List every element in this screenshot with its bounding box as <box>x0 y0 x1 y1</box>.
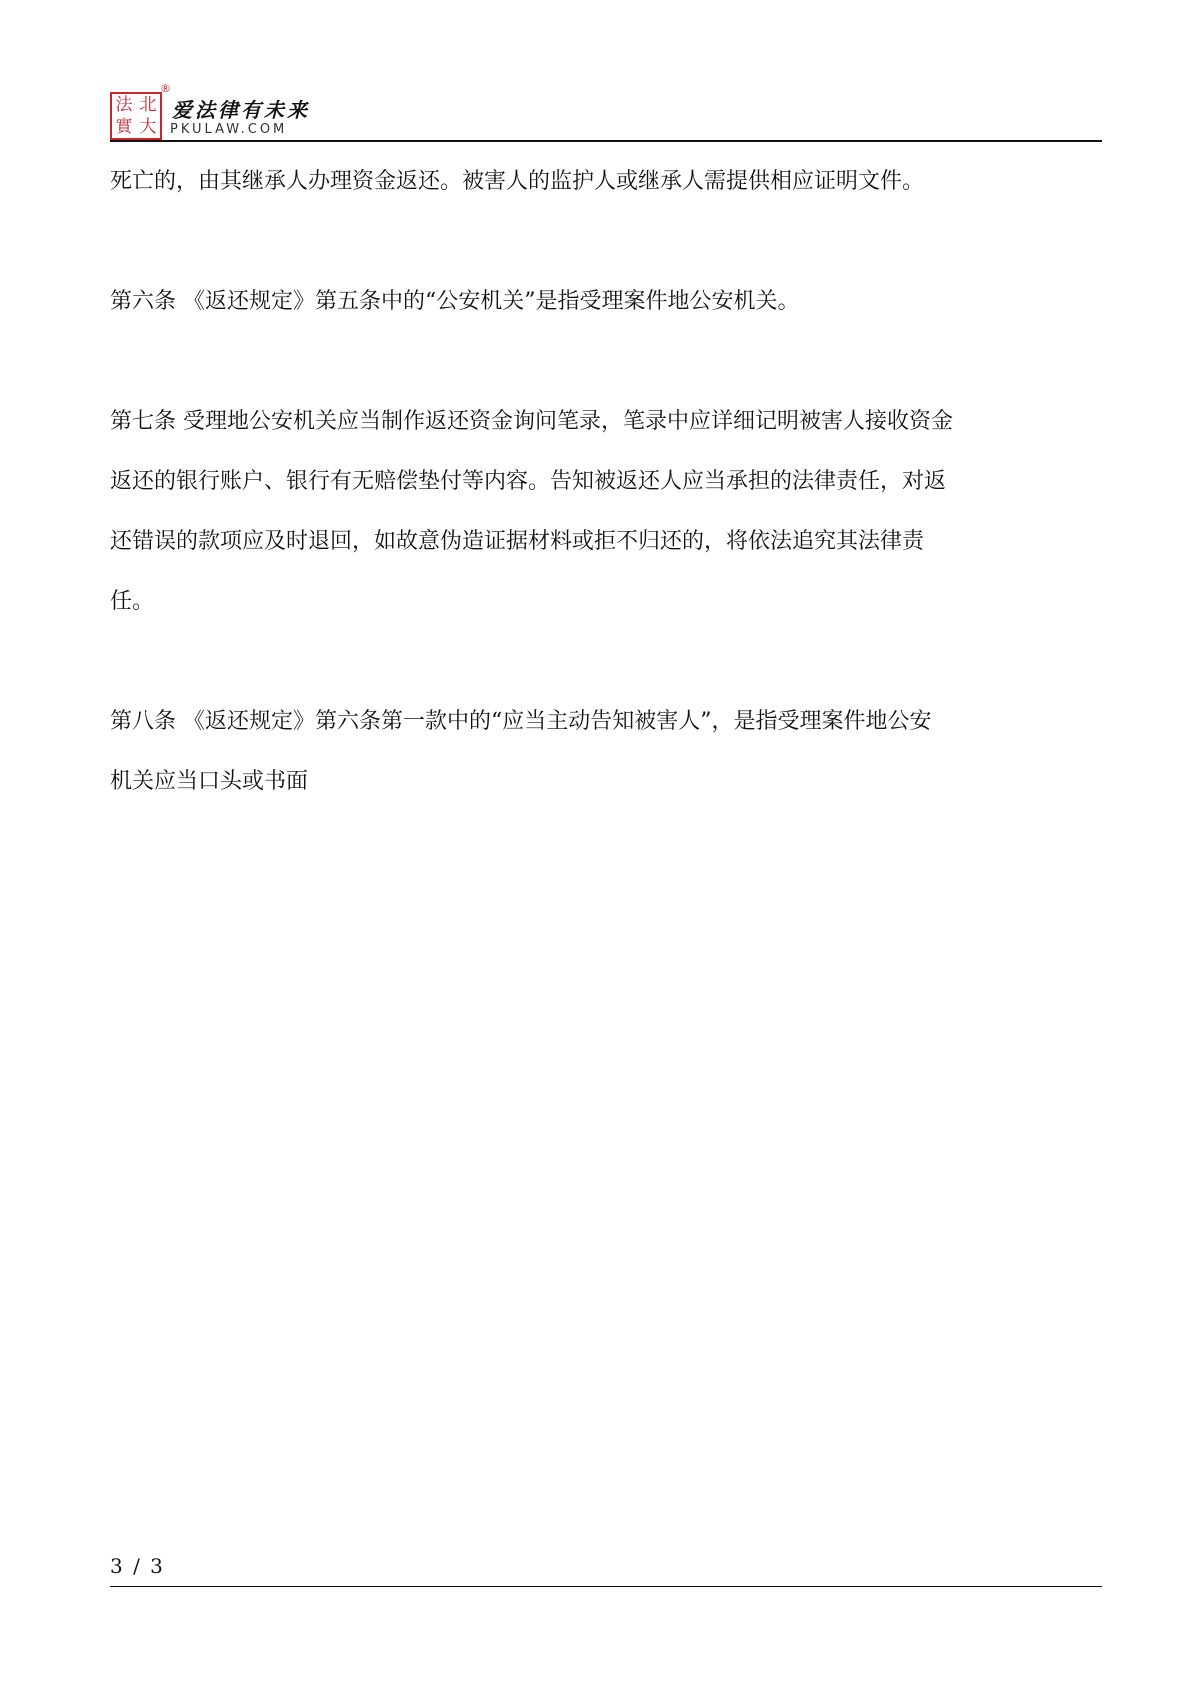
body-line: 返还的银行账户、银行有无赔偿垫付等内容。告知被返还人应当承担的法律责任，对返 <box>110 469 947 494</box>
footer-rule <box>110 1586 1102 1587</box>
pkulaw-seal-logo <box>110 92 162 140</box>
seal-char: 法 <box>115 95 133 115</box>
body-line: 死亡的，由其继承人办理资金返还。被害人的监护人或继承人需提供相应证明文件。 <box>110 169 925 194</box>
header-rule <box>110 140 1102 142</box>
paragraph-gap <box>110 332 1102 392</box>
body-line: 第六条 《返还规定》第五条中的“公安机关”是指受理案件地公安机关。 <box>110 289 800 314</box>
header-slogan: 爱法律有未来 <box>172 98 310 122</box>
header-domain: PKULAW.COM <box>170 122 288 137</box>
document-body <box>110 152 1102 812</box>
body-line: 第八条 《返还规定》第六条第一款中的“应当主动告知被害人”，是指受理案件地公安 <box>110 709 932 734</box>
page-number: 3 / 3 <box>110 1554 165 1578</box>
paragraph-gap <box>110 212 1102 272</box>
body-line: 任。 <box>110 589 155 614</box>
body-line: 还错误的款项应及时退回，如故意伪造证据材料或拒不归还的，将依法追究其法律责 <box>110 529 925 554</box>
body-line: 第七条 受理地公安机关应当制作返还资金询问笔录，笔录中应详细记明被害人接收资金 <box>110 409 953 434</box>
paragraph-gap <box>110 632 1102 692</box>
seal-char: 大 <box>139 117 157 137</box>
body-line: 机关应当口头或书面 <box>110 769 309 794</box>
seal-char: 實 <box>115 117 133 137</box>
page-header <box>110 82 1102 144</box>
registered-mark: ® <box>160 82 171 95</box>
seal-char: 北 <box>139 95 157 115</box>
